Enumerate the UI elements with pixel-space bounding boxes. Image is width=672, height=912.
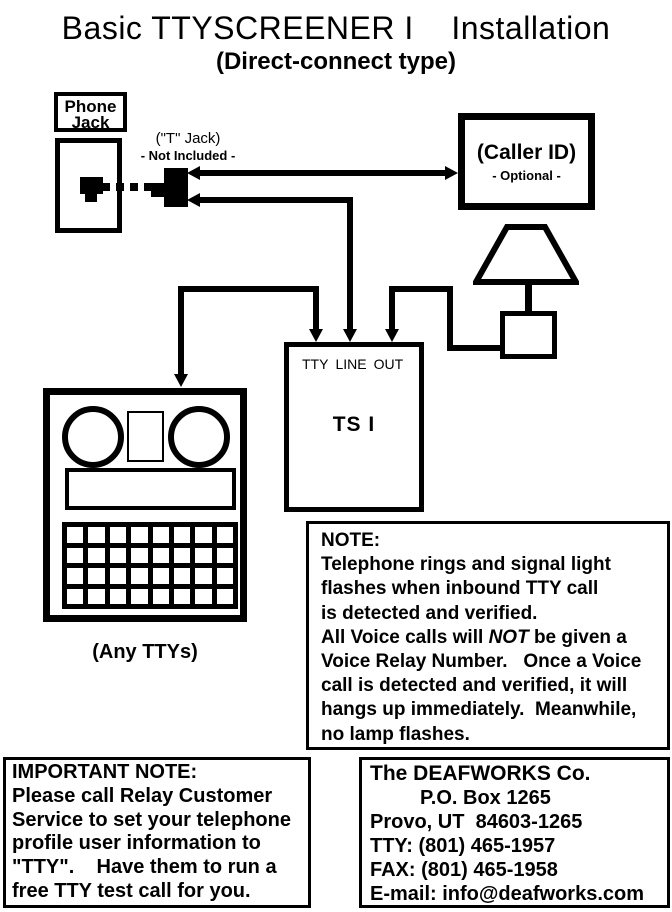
tty-device — [43, 388, 247, 622]
wire-tty-tsi-h — [178, 286, 319, 292]
arrowhead-right-icon — [445, 166, 458, 180]
note-emphasis-post: be given a — [528, 626, 627, 648]
tsi-port-tty: TTY — [302, 356, 329, 372]
tsi-unit-box — [284, 342, 424, 512]
note-title: NOTE: — [321, 530, 381, 551]
important-note-line: Service to set your telephone — [12, 808, 291, 831]
tty-display — [65, 468, 236, 510]
arrowhead-down-icon — [309, 329, 323, 342]
wire-tty-tsi-v2 — [313, 286, 319, 329]
wire-lamp-tsi-h2 — [447, 345, 502, 351]
t-jack-label: ("T" Jack) — [155, 130, 221, 147]
important-note-line: "TTY". Have them to run a — [12, 856, 277, 879]
phone-jack-label-box: Phone Jack — [54, 92, 127, 132]
caller-id-note: - Optional - — [492, 167, 561, 183]
diagram-subtitle: (Direct-connect type) — [215, 48, 457, 75]
wire-tjack-tsi-line-v — [347, 197, 353, 330]
tsi-port-out: OUT — [373, 356, 404, 372]
note-line: hangs up immediately. Meanwhile, — [321, 699, 637, 721]
note-line: Voice Relay Number. Once a Voice — [321, 651, 642, 673]
note-box — [306, 521, 670, 750]
tty-keyboard — [62, 522, 238, 609]
arrowhead-down-icon — [343, 329, 357, 342]
t-jack-note: - Not Included - — [140, 148, 236, 163]
contact-line-email: E-mail: info@deafworks.com — [370, 883, 644, 905]
arrowhead-down-icon — [385, 329, 399, 342]
rj11-plug-tab-icon — [85, 193, 97, 202]
lamp-shade-icon — [473, 223, 579, 285]
wire-tjack-tsi-line-h — [199, 197, 353, 203]
lamp-signal-base — [500, 311, 557, 359]
tsi-model-label: TS I — [332, 413, 376, 436]
tty-coupler-right-icon — [168, 406, 230, 468]
note-line: call is detected and verified, it will — [321, 675, 628, 697]
important-note-box — [3, 757, 311, 908]
arrowhead-down-icon — [174, 374, 188, 387]
wire-lamp-tsi-h — [389, 286, 453, 292]
tty-caption: (Any TTYs) — [92, 641, 198, 663]
tty-coupler-left-icon — [62, 406, 124, 468]
diagram-title: Basic TTYSCREENER I Installation — [61, 10, 611, 46]
important-note-line: profile user information to — [12, 832, 261, 855]
contact-line-pobox: P.O. Box 1265 — [370, 787, 551, 809]
tsi-port-line: LINE — [335, 356, 367, 372]
t-jack-body-icon — [164, 168, 188, 207]
important-note-title: IMPORTANT NOTE: — [12, 761, 198, 783]
wire-tty-tsi-v1 — [178, 286, 184, 375]
tsi-ports-row — [302, 356, 403, 372]
lamp-stem-icon — [525, 282, 532, 313]
note-emphasis-word: NOT — [488, 626, 529, 648]
contact-line-tty: TTY: (801) 465-1957 — [370, 835, 556, 857]
arrowhead-left-icon — [187, 166, 200, 180]
note-emphasis-pre: All Voice calls will — [321, 626, 489, 648]
tty-slot-icon — [127, 411, 164, 462]
note-line-emphasis — [321, 626, 659, 650]
company-name: The DEAFWORKS Co. — [370, 762, 591, 785]
caller-id-box — [458, 113, 595, 210]
important-note-line: free TTY test call for you. — [12, 879, 251, 902]
note-line: Telephone rings and signal light — [321, 554, 611, 576]
contact-info-box — [359, 757, 670, 908]
phone-cord-dashed — [102, 183, 154, 191]
caller-id-label: (Caller ID) — [476, 140, 577, 164]
note-line: flashes when inbound TTY call — [321, 578, 599, 600]
t-jack-icon — [151, 183, 165, 197]
wire-lamp-tsi-v1 — [389, 286, 395, 329]
arrowhead-left-icon — [187, 193, 200, 207]
important-note-line: Please call Relay Customer — [12, 784, 273, 807]
contact-line-fax: FAX: (801) 465-1958 — [370, 859, 558, 881]
wire-lamp-tsi-v2 — [447, 286, 453, 351]
wire-tjack-callerid — [199, 170, 447, 176]
note-line: is detected and verified. — [321, 602, 538, 624]
note-line: no lamp flashes. — [321, 723, 470, 745]
rj11-plug-icon — [80, 177, 103, 194]
contact-line-city: Provo, UT 84603-1265 — [370, 811, 583, 833]
